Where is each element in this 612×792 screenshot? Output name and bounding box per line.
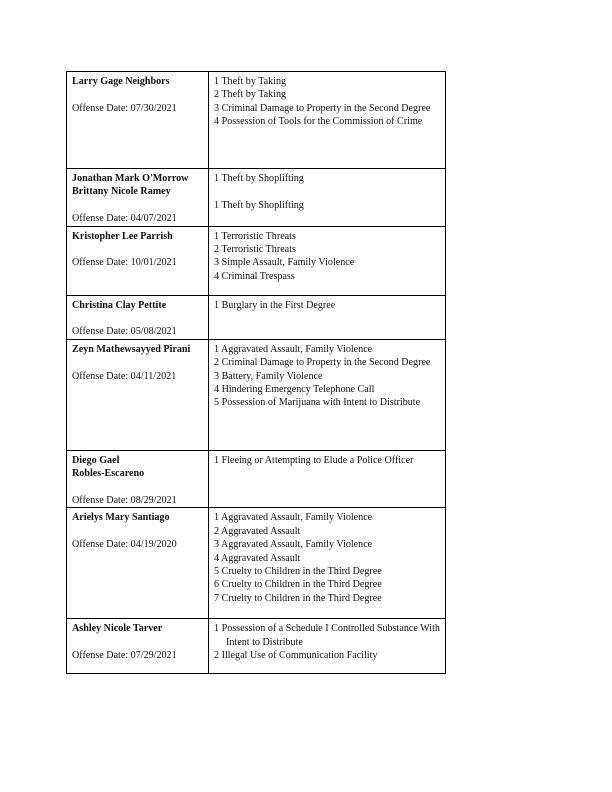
defendant-name: Zeyn Mathewsayyed Pirani [72,343,191,355]
charge-text: Theft by Taking [221,89,287,101]
defendant-name: Diego Gael [72,454,120,466]
charge-number: 2 [214,357,220,369]
defendant-name: Ashley Nicole Tarver [72,623,163,635]
defendant-cell [67,226,209,295]
charge-text: Possession of a Schedule I Controlled Substance With Intent to Distribute [221,623,440,648]
defendant-name: Kristopher Lee Parrish [72,230,173,242]
charge-item [214,578,441,591]
defendant-name: Brittany Nicole Ramey [72,186,171,198]
charge-number: 1 [214,173,220,184]
charge-item [214,102,441,115]
defendant-name: Larry Gage Neighbors [72,76,170,87]
charge-text: Aggravated Assault, Family Violence [221,512,373,524]
record-row [67,169,446,227]
charge-number: 1 [214,299,220,311]
charge-number: 4 [214,384,220,396]
charge-item [214,199,441,212]
charge-item [214,172,441,185]
charge-number: 4 [214,552,220,564]
record-row [67,450,446,508]
charge-number: 3 [214,539,220,551]
charge-text: Battery, Family Violence [221,370,323,382]
charge-item [214,230,441,243]
charge-number: 5 [214,566,220,578]
charge-item [214,454,441,467]
charge-item [214,270,441,283]
record-row [67,508,446,619]
charge-text: Cruelty to Children in the Third Degree [221,566,382,578]
defendant-cell [67,619,209,674]
charge-item [214,511,441,524]
charge-text: Theft by Taking [221,76,287,87]
charge-item [214,396,441,409]
charge-item [214,370,441,383]
charge-number: 1 [214,343,220,355]
charge-number: 7 [214,592,220,604]
charge-item [214,383,441,396]
charge-number: 1 [214,76,220,87]
charges-cell [209,72,446,169]
charge-number: 5 [214,397,220,409]
charge-number: 1 [214,199,220,211]
defendant-name: Arielys Mary Santiago [72,512,170,524]
offense-records-table [66,71,446,674]
charge-item [214,299,441,312]
charge-item [214,256,441,269]
charge-text: Cruelty to Children in the Third Degree [221,579,382,591]
charge-item [214,649,441,662]
charge-text: Burglary in the First Degree [221,299,336,311]
charge-text: Cruelty to Children in the Third Degree [221,592,382,604]
charge-item [214,565,441,578]
charge-number: 3 [214,102,220,114]
charge-item [214,356,441,369]
charge-number: 6 [214,579,220,591]
offense-date: Offense Date: 05/08/2021 [72,326,177,338]
record-row [67,619,446,674]
charge-number: 3 [214,370,220,382]
charge-text: Hindering Emergency Telephone Call [221,384,375,396]
charge-number: 1 [214,512,220,524]
charge-item [214,75,441,88]
defendant-name: Robles-Escareno [72,468,145,480]
charge-number: 2 [214,525,220,537]
charge-text: Possession of Marijuana with Intent to Distribute [221,397,421,409]
charge-text: Illegal Use of Communication Facility [221,650,378,662]
offense-date: Offense Date: 04/07/2021 [72,213,177,225]
defendant-cell [67,295,209,339]
charges-cell [209,169,446,227]
defendant-name: Christina Clay Pettite [72,299,167,311]
charge-number: 1 [214,454,220,466]
record-row [67,72,446,169]
record-row [67,339,446,450]
charge-item [214,88,441,101]
defendant-cell [67,72,209,169]
defendant-name: Jonathan Mark O'Morrow [72,173,189,184]
charge-item [214,525,441,538]
charge-item [214,592,441,605]
charge-text: Criminal Damage to Property in the Second Degree [221,357,431,369]
charge-text: Aggravated Assault [221,525,301,537]
offense-date: Offense Date: 07/29/2021 [72,650,177,662]
charge-text: Aggravated Assault, Family Violence [221,539,373,551]
charge-text: Aggravated Assault [221,552,301,564]
charge-number: 2 [214,89,220,101]
charge-number: 1 [214,230,220,242]
charge-number: 1 [214,623,220,635]
defendant-cell [67,339,209,450]
offense-date: Offense Date: 10/01/2021 [72,257,177,269]
offense-records-body [67,72,446,674]
charge-number: 4 [214,116,220,128]
charge-text: Aggravated Assault, Family Violence [221,343,373,355]
charge-text: Theft by Shoplifting [221,173,304,184]
charge-number: 2 [214,244,220,256]
charges-cell [209,226,446,295]
charge-text: Criminal Damage to Property in the Second Degree [221,102,431,114]
defendant-cell [67,450,209,508]
charge-text: Possession of Tools for the Commission of Crime [221,116,423,128]
charge-number: 3 [214,257,220,269]
charge-item [214,343,441,356]
charge-item [214,622,441,649]
charge-number: 4 [214,270,220,282]
record-row [67,295,446,339]
charge-text: Terroristic Threats [221,244,296,256]
offense-date: Offense Date: 07/30/2021 [72,102,177,114]
charge-item [214,538,441,551]
offense-date: Offense Date: 04/11/2021 [72,370,177,382]
charge-item [214,552,441,565]
charge-number: 2 [214,650,220,662]
charge-item [214,243,441,256]
offense-date: Offense Date: 08/29/2021 [72,495,177,507]
charges-cell [209,450,446,508]
charge-text: Criminal Trespass [221,270,295,282]
offense-date: Offense Date: 04/19/2020 [72,539,177,551]
charge-item [214,115,441,128]
charges-cell [209,619,446,674]
charge-text: Fleeing or Attempting to Elude a Police Officer [221,454,414,466]
record-row [67,226,446,295]
charge-text: Simple Assault, Family Violence [221,257,355,269]
charge-text: Terroristic Threats [221,230,296,242]
charge-text: Theft by Shoplifting [221,199,304,211]
charges-cell [209,508,446,619]
charges-cell [209,339,446,450]
charges-cell [209,295,446,339]
defendant-cell [67,169,209,227]
defendant-cell [67,508,209,619]
